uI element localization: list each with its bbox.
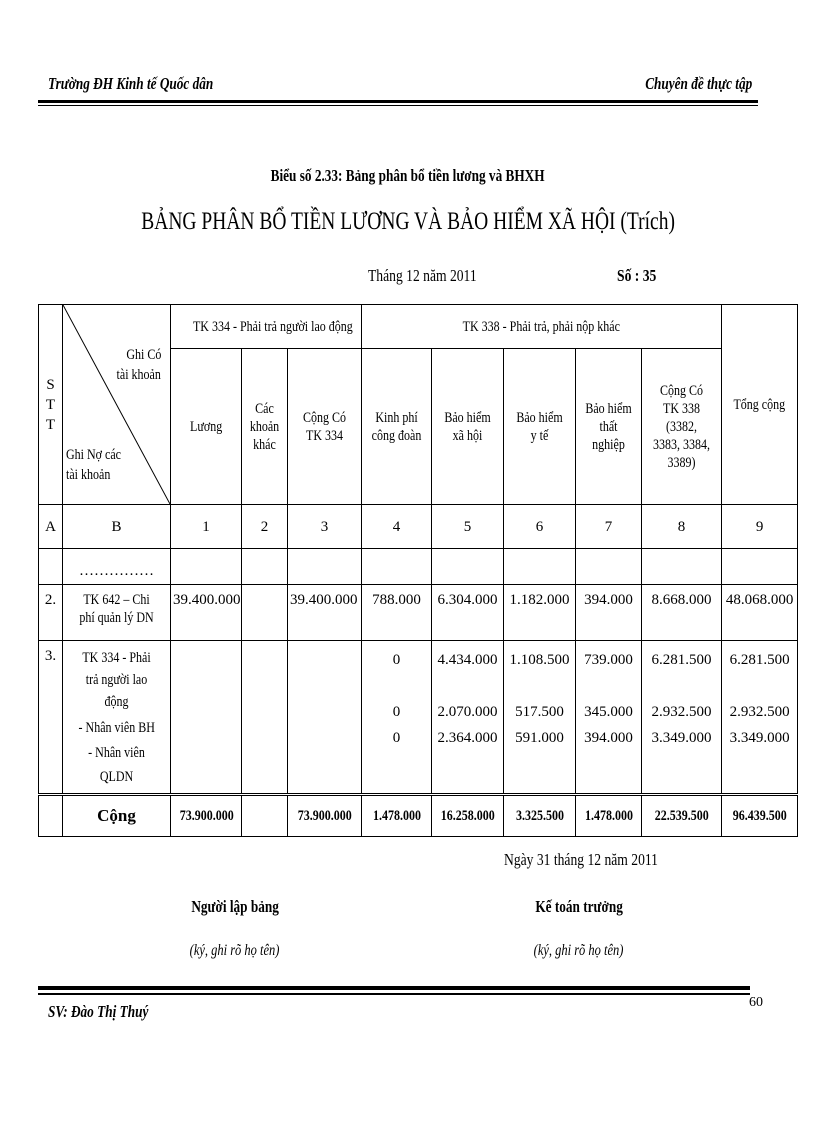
col-header: Kinh phí công đoàn xyxy=(362,349,432,505)
index-cell: 9 xyxy=(722,505,798,549)
cell-value: 8.668.000 xyxy=(642,585,722,641)
cell-value: 788.000 xyxy=(362,585,432,641)
group-tk338: TK 338 - Phải trả, phải nộp khác xyxy=(362,305,722,349)
cell-total: 22.539.500 xyxy=(642,795,722,837)
cell-value: 6.304.000 xyxy=(432,585,504,641)
diag-debit-label: Ghi Nợ các tài khoản xyxy=(66,447,121,483)
index-cell: 2 xyxy=(242,505,288,549)
header-doc-type: Chuyên đề thực tập xyxy=(644,74,752,93)
cell-value xyxy=(242,585,288,641)
cell-total xyxy=(242,795,288,837)
document-title: BẢNG PHÂN BỔ TIỀN LƯƠNG VÀ BẢO HIỂM XÃ HỘI (Trích) xyxy=(141,208,675,235)
header-rule-thin xyxy=(38,105,758,106)
chief-signature-note: (ký, ghi rõ họ tên) xyxy=(534,942,624,959)
allocation-table xyxy=(38,304,798,837)
row-account-name: TK 642 – Chi phí quản lý DN xyxy=(63,585,171,641)
index-cell: 7 xyxy=(576,505,642,549)
document-subtitle: Biểu số 2.33: Bảng phân bổ tiền lương và BHXH xyxy=(271,166,545,185)
header-school: Trường ĐH Kinh tế Quốc dân xyxy=(48,74,214,93)
cell-total: 73.900.000 xyxy=(171,795,242,837)
diag-credit-label: Ghi Có tài khoản xyxy=(116,347,162,383)
cell-value-group: 6.281.500 2.932.500 3.349.000 xyxy=(642,641,722,795)
cell-value: 394.000 xyxy=(576,585,642,641)
row-stt: 2. xyxy=(39,585,63,641)
table-row-dots xyxy=(39,549,798,585)
cell-value-group: 4.434.000 2.070.000 2.364.000 xyxy=(432,641,504,795)
cell-total: 73.900.000 xyxy=(288,795,362,837)
ellipsis-cell: …………… xyxy=(63,549,171,585)
cell-total: 3.325.500 xyxy=(504,795,576,837)
page-number: 60 xyxy=(749,995,763,1010)
col-header: Bảo hiểm y tế xyxy=(504,349,576,505)
index-row xyxy=(39,505,798,549)
cell-value-group: 1.108.500 517.500 591.000 xyxy=(504,641,576,795)
preparer-label: Người lập bảng xyxy=(191,897,279,916)
index-cell: B xyxy=(63,505,171,549)
table-row xyxy=(39,585,798,641)
cell-value: 39.400.000 xyxy=(171,585,242,641)
index-cell: 4 xyxy=(362,505,432,549)
cell-total: 1.478.000 xyxy=(576,795,642,837)
total-row xyxy=(39,795,798,837)
footer-rule xyxy=(38,986,750,990)
chief-accountant-label: Kế toán trưởng xyxy=(535,897,623,916)
index-cell: 5 xyxy=(432,505,504,549)
group-header-row xyxy=(39,305,798,349)
footer-rule-thin xyxy=(38,993,750,995)
index-cell: 8 xyxy=(642,505,722,549)
col-header: Cộng Có TK 338 (3382, 3383, 3384, 3389) xyxy=(642,349,722,505)
total-label: Cộng xyxy=(63,795,171,837)
signing-date: Ngày 31 tháng 12 năm 2011 xyxy=(504,850,658,869)
col-header: Các khoản khác xyxy=(242,349,288,505)
col-header: Lương xyxy=(171,349,242,505)
row-account-name: TK 334 - Phải trả người lao động - Nhân viên BH - Nhân viên QLDN xyxy=(63,641,171,795)
cell-grand-total: 96.439.500 xyxy=(722,795,798,837)
document-number: Số : 35 xyxy=(617,266,657,285)
index-cell: A xyxy=(39,505,63,549)
cell-total: 16.258.000 xyxy=(432,795,504,837)
row-stt: 3. xyxy=(39,641,63,795)
stt-header: S T T xyxy=(39,305,63,505)
index-cell: 3 xyxy=(288,505,362,549)
table-row xyxy=(39,641,798,795)
cell-value-group: 739.000 345.000 394.000 xyxy=(576,641,642,795)
document-month: Tháng 12 năm 2011 xyxy=(368,266,477,285)
col-header: Bảo hiểm thất nghiệp xyxy=(576,349,642,505)
cell-total: 1.478.000 xyxy=(362,795,432,837)
cell-value-group: 6.281.500 2.932.500 3.349.000 xyxy=(722,641,798,795)
diagonal-header-cell xyxy=(63,305,171,505)
cell-value: 1.182.000 xyxy=(504,585,576,641)
group-tk334: TK 334 - Phải trả người lao động xyxy=(171,305,362,349)
index-cell: 6 xyxy=(504,505,576,549)
index-cell: 1 xyxy=(171,505,242,549)
student-name: SV: Đào Thị Thuý xyxy=(48,1002,149,1021)
col-header: Bảo hiểm xã hội xyxy=(432,349,504,505)
cell-value: 39.400.000 xyxy=(288,585,362,641)
cell-value-group: 0 0 0 xyxy=(362,641,432,795)
header-rule xyxy=(38,100,758,103)
cell-value: 48.068.000 xyxy=(722,585,798,641)
col-header: Cộng Có TK 334 xyxy=(288,349,362,505)
total-header: Tổng cộng xyxy=(722,305,798,505)
preparer-signature-note: (ký, ghi rõ họ tên) xyxy=(190,942,280,959)
